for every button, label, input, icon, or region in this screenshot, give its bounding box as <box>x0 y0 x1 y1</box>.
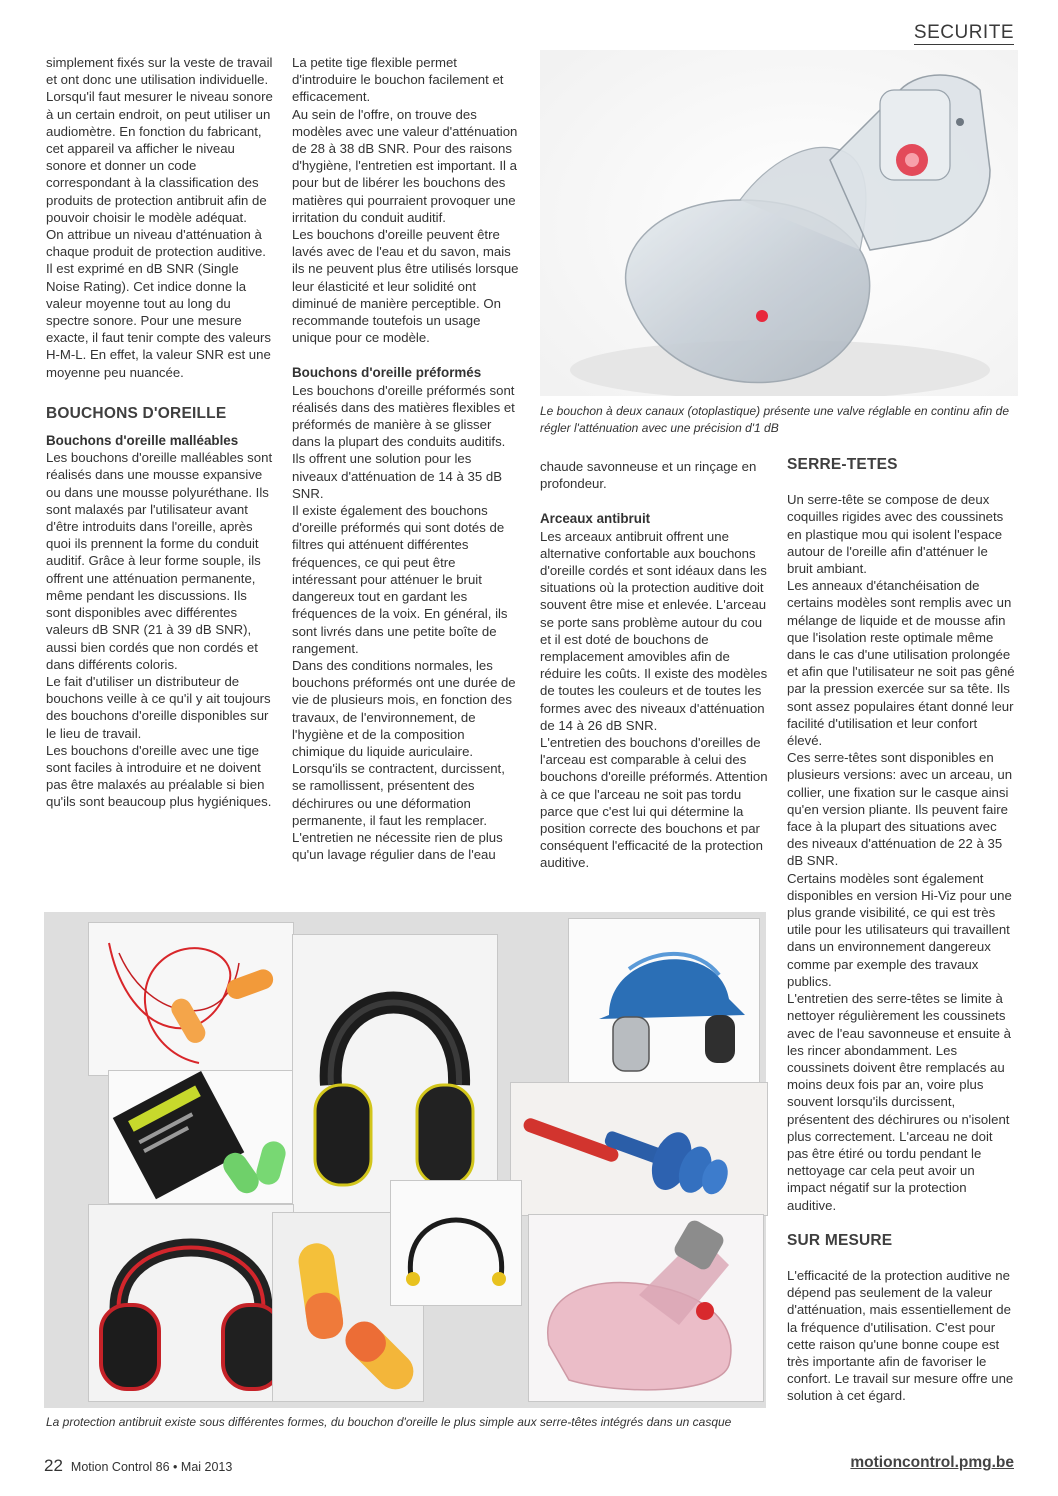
blue-flanged-plug-photo <box>510 1082 768 1216</box>
hero-caption: Le bouchon à deux canaux (otoplastique) présente une valve réglable en continu afin de régler l'atténuation avec une précision d'1 dB <box>540 404 1010 435</box>
paragraph: La petite tige flexible permet d'introduire le bouchon facilement et efficacement. <box>292 55 504 105</box>
paragraph: Les arceaux antibruit offrent une alternative confortable aux bouchons d'oreille cordés et sont idéaux dans les situations où la protection auditive doit souvent être mise et enlevée. L'arceau se porte sans problème autour du cou et il est doté de bouchons de remplacement amovibles afin de réduire les coûts. Il existe des modèles de toutes les couleurs et de toutes les formes avec des niveaux d'atténuation de 14 à 26 dB SNR. <box>540 528 768 733</box>
heading-sur-mesure: SUR MESURE <box>787 1231 893 1249</box>
panel-caption: La protection antibruit existe sous différentes formes, du bouchon d'oreille le plus simple aux serre-têtes intégrés dans un casque <box>46 1415 732 1429</box>
helmet-earmuffs-photo <box>568 918 760 1090</box>
issue-label: Motion Control 86 • Mai 2013 <box>70 1460 233 1474</box>
text-column-3 <box>540 458 768 872</box>
footer-website-link[interactable]: motioncontrol.pmg.be <box>850 1454 1014 1471</box>
page-number: 22 <box>44 1456 63 1475</box>
paragraph: Lorsqu'il faut mesurer le niveau sonore à un certain endroit, on peut utiliser un audiomètre. En fonction du fabricant, cet appareil va afficher le niveau sonore et donner un code correspondant à la classification des produits de protection antibruit afin de pouvoir choisir le modèle adéquat. <box>46 89 273 225</box>
black-earmuffs-photo <box>292 934 498 1214</box>
earplug-packet-photo <box>108 1070 302 1204</box>
custom-plug-photo <box>528 1214 764 1402</box>
footer-issue <box>44 1456 232 1476</box>
paragraph: Il existe également des bouchons d'oreille préformés qui sont dotés de filtres qui atténuent différentes fréquences, ce qui peut être intéressant pour atténuer le bruit dangereux tout en gardant les fréquences de la voix. En général, ils sont livrés dans une petite boîte de rangement. <box>292 503 508 656</box>
section-tag: SECURITE <box>913 22 1014 43</box>
paragraph: Les bouchons d'oreille malléables sont réalisés dans une mousse expansive ou dans une mousse polyuréthane. Ils sont malaxés par l'utilisateur avant d'être introduits dans l'oreille, après quoi ils prennent la forme du conduit auditif. Grâce à leur forme souple, ils offrent une atténuation permanente, même pendant les discussions. Ils sont disponibles avec différentes valeurs dB SNR (21 à 39 dB SNR), aussi bien cordés que non cordés et dans différents coloris. <box>46 450 273 672</box>
paragraph: Dans des conditions normales, les bouchons préformés ont une durée de vie de plusieurs mois, en fonction des travaux, de l'environnement, de l'hygiène et de la composition chimique du liquide auriculaire. Lorsqu'ils se contractent, durcissent, se ramollissent, présentent des déchirures ou une déformation permanente, il faut les remplacer. <box>292 657 516 828</box>
subheading-malleables: Bouchons d'oreille malléables <box>46 433 239 449</box>
paragraph: Ces serre-têtes sont disponibles en plusieurs versions: avec un arceau, un collier, une fixation sur le casque ainsi qu'en version pliante. Ils peuvent faire face à la plupart des situations avec des niveaux d'atténuation de 22 à 35 dB SNR. <box>787 750 1013 869</box>
subheading-preformes: Bouchons d'oreille préformés <box>292 365 482 381</box>
paragraph: Les bouchons d'oreille préformés sont réalisés dans des matières flexibles et préformés de manière à se glisser dans la plupart des conduits auditifs. Ils offrent une solution pour les niveaux d'atténuation de 14 à 35 dB SNR. <box>292 382 515 501</box>
text-column-4 <box>787 456 1015 1405</box>
paragraph: Les anneaux d'étanchéisation de certains modèles sont remplis avec un mélange de liquide et de mousse afin que l'isolation reste optimale même dans le cas d'une utilisation prolongée et afin que l'utilisateur ne soit pas gêné par la pression exercée sur sa tête. Ils sont assez populaires étant donné leur facilité d'utilisation et leur confort élevé. <box>787 578 1015 749</box>
otoplastic-plug-image <box>540 50 1018 396</box>
paragraph: Au sein de l'offre, on trouve des modèles avec une valeur d'atténuation de 28 à 38 dB SNR. Pour des raisons d'hygiène, l'entretien est important. Il a pour but de libérer les bouchons des matières qui pourraient provoquer une irritation du conduit auditif. <box>292 106 518 225</box>
red-earmuffs-photo <box>88 1204 294 1402</box>
paragraph: L'efficacité de la protection auditive ne dépend pas seulement de la valeur d'atténuation, mais essentiellement de la fréquence d'utilisation. C'est pour cette raison qu'une bonne coupe est très importante afin de favoriser le confort. Le travail sur mesure offre une solution à cet égard. <box>787 1267 1014 1404</box>
paragraph: Un serre-tête se compose de deux coquilles rigides avec des coussinets en plastique mou qui isolent l'espace autour de l'oreille afin d'atténuer le bruit ambiant. <box>787 492 1004 577</box>
paragraph: L'entretien des bouchons d'oreilles de l'arceau est comparable à celui des bouchons d'oreille préformés. Attention à ce que l'arceau ne soit pas tordu parce que c'est lui qui détermine la position correcte des bouchons et par conséquent l'efficacité de la protection auditive. <box>540 735 768 871</box>
heading-serre-tetes: SERRE-TETES <box>787 456 898 473</box>
subheading-arceaux: Arceaux antibruit <box>540 511 651 527</box>
paragraph: simplement fixés sur la veste de travail et ont donc une utilisation individuelle. <box>46 55 273 88</box>
product-photo-panel <box>44 912 766 1408</box>
paragraph: L'entretien ne nécessite rien de plus qu'un lavage régulier dans de l'eau <box>292 829 503 863</box>
paragraph: Certains modèles sont également disponibles en version Hi-Viz pour une plus grande visibilité, ce qui est très utile pour les utilisateurs qui travaillent dans un environnement dangereux comme par exemple des travaux publics. <box>787 870 1012 989</box>
banded-earplugs-photo <box>390 1180 522 1306</box>
paragraph: On attribue un niveau d'atténuation à chaque produit de protection auditive. Il est exprimé en dB SNR (Single Noise Rating). Cet indice donne la valeur moyenne tout au long du spectre sonore. Pour une mesure exacte, il faut tenir compte des valeurs H-M-L. En effet, la valeur SNR est une moyenne peu nuancée. <box>46 227 272 380</box>
paragraph: L'entretien des serre-têtes se limite à nettoyer régulièrement les coussinets avec de l'eau savonneuse et ensuite à les rincer abondamment. Les coussinets doivent être remplacés au moins deux fois par an, voire plus souvent lorsqu'ils durcissent, présentent des déchirures ou n'isolent plus correctement. L'arceau ne doit pas être étiré ou tordu pendant le nettoyage car cela peut avoir un impact négatif sur la protection auditive. <box>787 991 1011 1213</box>
heading-bouchons: BOUCHONS D'OREILLE <box>46 404 227 422</box>
paragraph: chaude savonneuse et un rinçage en profondeur. <box>540 459 757 492</box>
text-column-2 <box>292 54 520 863</box>
paragraph: Les bouchons d'oreille avec une tige sont faciles à introduire et ne doivent pas être malaxés au préalable si bien qu'ils sont beaucoup plus hygiéniques. <box>46 742 272 810</box>
text-column-1 <box>46 54 274 811</box>
paragraph: Les bouchons d'oreille peuvent être lavés avec de l'eau et du savon, mais ils ne peuvent plus être utilisés lorsque leur élasticité et leur solidité ont diminué de manière perceptible. On recommande toutefois un usage unique pour ce modèle. <box>292 227 519 346</box>
corded-earplugs-photo <box>88 922 294 1076</box>
paragraph: Le fait d'utiliser un distributeur de bouchons veille à ce qu'il y ait toujours des bouchons d'oreille disponibles sur le lieu de travail. <box>46 673 271 741</box>
